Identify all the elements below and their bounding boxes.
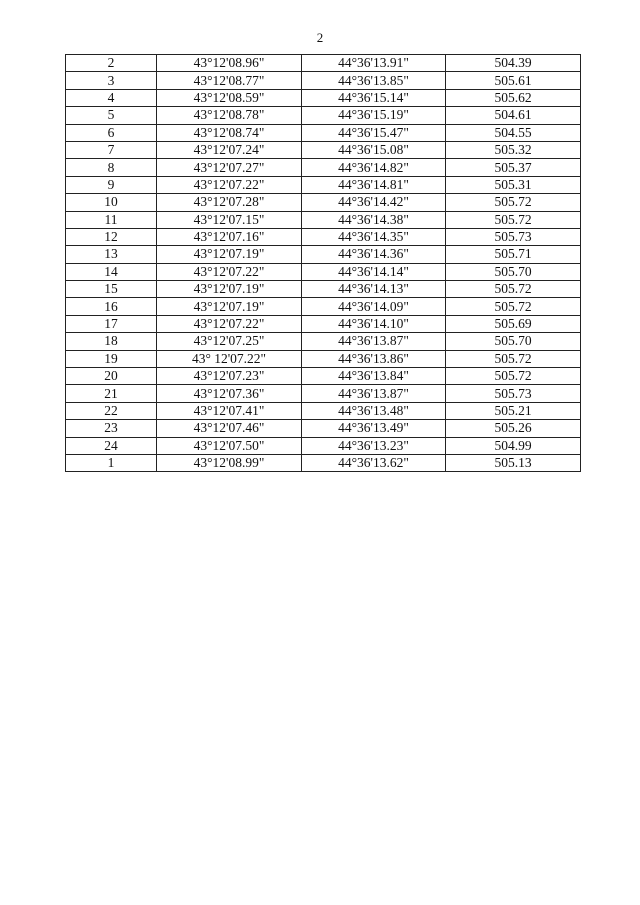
- point-number-cell: 20: [66, 368, 157, 385]
- latitude-cell: 43°12'08.77": [157, 72, 302, 89]
- height-cell: 505.31: [446, 176, 581, 193]
- table-row: [66, 333, 581, 350]
- point-number-cell: 1: [66, 454, 157, 471]
- latitude-cell: 43°12'07.27": [157, 159, 302, 176]
- latitude-cell: 43°12'07.28": [157, 194, 302, 211]
- longitude-cell: 44°36'14.35": [302, 228, 446, 245]
- point-number-cell: 12: [66, 228, 157, 245]
- point-number-cell: 21: [66, 385, 157, 402]
- longitude-cell: 44°36'13.91": [302, 55, 446, 72]
- height-cell: 505.13: [446, 454, 581, 471]
- point-number-cell: 5: [66, 107, 157, 124]
- point-number-cell: 9: [66, 176, 157, 193]
- point-number-cell: 4: [66, 89, 157, 106]
- table-row: [66, 194, 581, 211]
- latitude-cell: 43°12'07.19": [157, 298, 302, 315]
- height-cell: 505.73: [446, 385, 581, 402]
- table-row: [66, 368, 581, 385]
- point-number-cell: 8: [66, 159, 157, 176]
- height-cell: 504.99: [446, 437, 581, 454]
- table-row: [66, 315, 581, 332]
- latitude-cell: 43°12'07.22": [157, 176, 302, 193]
- latitude-cell: 43°12'07.50": [157, 437, 302, 454]
- latitude-cell: 43°12'07.16": [157, 228, 302, 245]
- height-cell: 505.72: [446, 298, 581, 315]
- longitude-cell: 44°36'14.82": [302, 159, 446, 176]
- table-row: [66, 176, 581, 193]
- latitude-cell: 43°12'07.36": [157, 385, 302, 402]
- longitude-cell: 44°36'15.14": [302, 89, 446, 106]
- longitude-cell: 44°36'14.09": [302, 298, 446, 315]
- point-number-cell: 23: [66, 420, 157, 437]
- latitude-cell: 43°12'07.22": [157, 263, 302, 280]
- longitude-cell: 44°36'13.49": [302, 420, 446, 437]
- latitude-cell: 43°12'07.19": [157, 281, 302, 298]
- table-row: [66, 211, 581, 228]
- longitude-cell: 44°36'13.23": [302, 437, 446, 454]
- latitude-cell: 43°12'08.99": [157, 454, 302, 471]
- longitude-cell: 44°36'14.42": [302, 194, 446, 211]
- latitude-cell: 43°12'07.19": [157, 246, 302, 263]
- latitude-cell: 43°12'08.74": [157, 124, 302, 141]
- point-number-cell: 18: [66, 333, 157, 350]
- height-cell: 504.39: [446, 55, 581, 72]
- point-number-cell: 11: [66, 211, 157, 228]
- height-cell: 505.69: [446, 315, 581, 332]
- height-cell: 505.32: [446, 141, 581, 158]
- latitude-cell: 43°12'08.96": [157, 55, 302, 72]
- longitude-cell: 44°36'14.10": [302, 315, 446, 332]
- longitude-cell: 44°36'15.19": [302, 107, 446, 124]
- table-row: [66, 89, 581, 106]
- latitude-cell: 43°12'07.41": [157, 402, 302, 419]
- longitude-cell: 44°36'13.86": [302, 350, 446, 367]
- point-number-cell: 7: [66, 141, 157, 158]
- height-cell: 504.55: [446, 124, 581, 141]
- longitude-cell: 44°36'13.84": [302, 368, 446, 385]
- latitude-cell: 43°12'07.25": [157, 333, 302, 350]
- page-number: 2: [316, 30, 324, 45]
- table-row: [66, 141, 581, 158]
- point-number-cell: 19: [66, 350, 157, 367]
- table-row: [66, 385, 581, 402]
- height-cell: 505.26: [446, 420, 581, 437]
- latitude-cell: 43°12'08.78": [157, 107, 302, 124]
- point-number-cell: 15: [66, 281, 157, 298]
- point-number-cell: 3: [66, 72, 157, 89]
- table-row: [66, 420, 581, 437]
- point-number-cell: 6: [66, 124, 157, 141]
- longitude-cell: 44°36'13.87": [302, 385, 446, 402]
- table-row: [66, 281, 581, 298]
- table-row: [66, 263, 581, 280]
- coordinates-table-body: [66, 55, 581, 472]
- height-cell: 504.61: [446, 107, 581, 124]
- latitude-cell: 43°12'07.46": [157, 420, 302, 437]
- height-cell: 505.70: [446, 263, 581, 280]
- longitude-cell: 44°36'14.14": [302, 263, 446, 280]
- table-row: [66, 246, 581, 263]
- latitude-cell: 43°12'07.23": [157, 368, 302, 385]
- height-cell: 505.21: [446, 402, 581, 419]
- longitude-cell: 44°36'14.81": [302, 176, 446, 193]
- height-cell: 505.37: [446, 159, 581, 176]
- latitude-cell: 43°12'07.22": [157, 315, 302, 332]
- coordinates-table: [65, 54, 581, 472]
- point-number-cell: 2: [66, 55, 157, 72]
- table-row: [66, 437, 581, 454]
- height-cell: 505.72: [446, 194, 581, 211]
- longitude-cell: 44°36'14.36": [302, 246, 446, 263]
- longitude-cell: 44°36'13.48": [302, 402, 446, 419]
- longitude-cell: 44°36'13.85": [302, 72, 446, 89]
- latitude-cell: 43°12'07.15": [157, 211, 302, 228]
- table-row: [66, 107, 581, 124]
- table-row: [66, 402, 581, 419]
- latitude-cell: 43°12'07.24": [157, 141, 302, 158]
- height-cell: 505.72: [446, 281, 581, 298]
- height-cell: 505.72: [446, 211, 581, 228]
- longitude-cell: 44°36'14.38": [302, 211, 446, 228]
- point-number-cell: 24: [66, 437, 157, 454]
- table-row: [66, 55, 581, 72]
- latitude-cell: 43° 12'07.22": [157, 350, 302, 367]
- table-row: [66, 350, 581, 367]
- height-cell: 505.70: [446, 333, 581, 350]
- height-cell: 505.72: [446, 350, 581, 367]
- height-cell: 505.71: [446, 246, 581, 263]
- latitude-cell: 43°12'08.59": [157, 89, 302, 106]
- point-number-cell: 22: [66, 402, 157, 419]
- point-number-cell: 14: [66, 263, 157, 280]
- longitude-cell: 44°36'14.13": [302, 281, 446, 298]
- height-cell: 505.72: [446, 368, 581, 385]
- table-row: [66, 72, 581, 89]
- point-number-cell: 13: [66, 246, 157, 263]
- table-row: [66, 454, 581, 471]
- table-row: [66, 298, 581, 315]
- table-row: [66, 228, 581, 245]
- height-cell: 505.61: [446, 72, 581, 89]
- longitude-cell: 44°36'13.62": [302, 454, 446, 471]
- table-row: [66, 159, 581, 176]
- height-cell: 505.73: [446, 228, 581, 245]
- point-number-cell: 17: [66, 315, 157, 332]
- table-row: [66, 124, 581, 141]
- point-number-cell: 16: [66, 298, 157, 315]
- height-cell: 505.62: [446, 89, 581, 106]
- longitude-cell: 44°36'15.08": [302, 141, 446, 158]
- point-number-cell: 10: [66, 194, 157, 211]
- longitude-cell: 44°36'15.47": [302, 124, 446, 141]
- longitude-cell: 44°36'13.87": [302, 333, 446, 350]
